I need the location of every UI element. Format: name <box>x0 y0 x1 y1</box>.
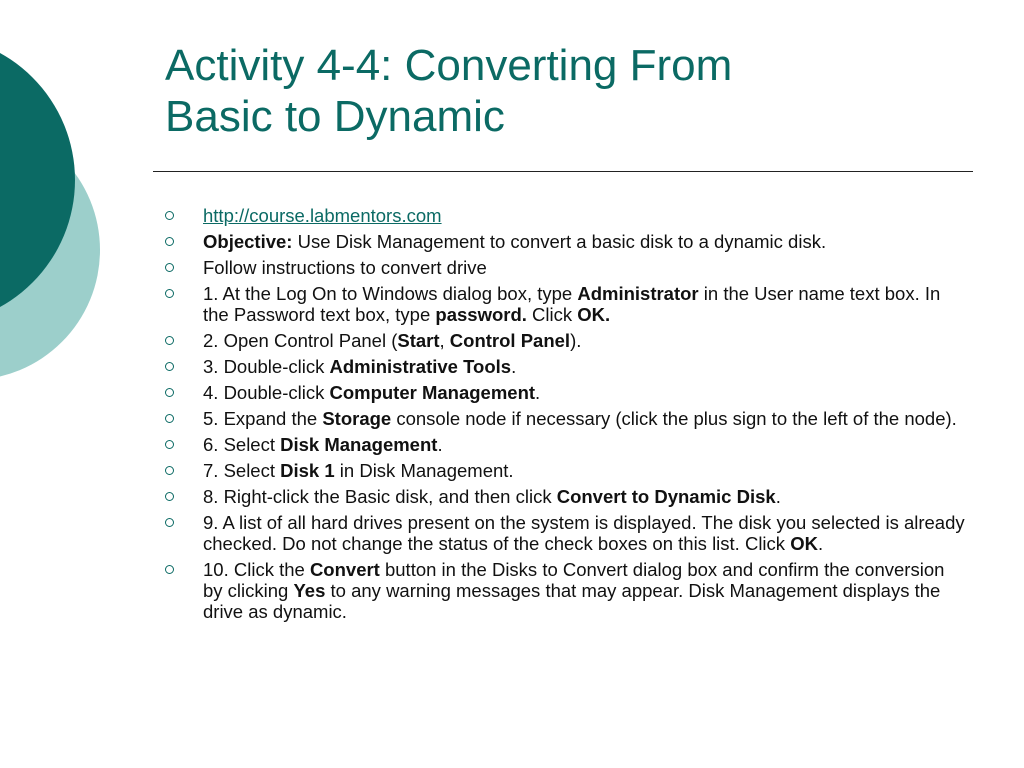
bold-text: Disk Management <box>280 434 438 455</box>
circle-bullet-icon <box>165 388 174 397</box>
bold-text: password. <box>435 304 527 325</box>
slide-title <box>165 40 985 142</box>
bullet-item <box>163 205 968 226</box>
bold-text: OK. <box>577 304 611 325</box>
bullet-item <box>163 460 968 481</box>
bullet-item <box>163 231 968 252</box>
bold-text: Control Panel <box>449 330 571 351</box>
bold-text: Storage <box>322 408 392 429</box>
bullet-text: 9. A list of all hard drives present on the system is displayed. The disk you selected is already checked. Do not change the status of the check boxes on this list. Click <box>203 512 965 554</box>
bullet-text: 4. Double-click <box>203 382 330 403</box>
bullet-text: to any warning messages that may appear. Disk Management displays the drive as dynamic. <box>203 580 941 622</box>
bullet-item <box>163 559 968 622</box>
bullet-text: . <box>817 533 824 554</box>
bold-text: Objective: <box>203 231 293 252</box>
bullet-text: Click <box>526 304 578 325</box>
bullet-text: . <box>775 486 781 507</box>
bullet-item <box>163 434 968 455</box>
circle-bullet-icon <box>165 466 174 475</box>
bullet-text: 2. Open Control Panel ( <box>203 330 398 351</box>
bold-text: Convert <box>309 559 380 580</box>
bullet-text: 6. Select <box>203 434 281 455</box>
bullet-item <box>163 356 968 377</box>
bullet-item <box>163 330 968 351</box>
circle-bullet-icon <box>165 211 174 220</box>
bullet-item <box>163 257 968 278</box>
bullet-text: 10. Click the <box>203 559 310 580</box>
circle-bullet-icon <box>165 565 174 574</box>
decorative-circles <box>0 0 110 420</box>
bullet-text: in Disk Management. <box>334 460 514 481</box>
bullet-text: Use Disk Management to convert a basic disk to a dynamic disk. <box>292 231 827 252</box>
bullet-item <box>163 512 968 554</box>
bullet-text: button in the Disks to Convert dialog box and confirm the conversion by clicking <box>203 559 945 601</box>
bullet-text: 7. Select <box>203 460 281 481</box>
circle-bullet-icon <box>165 414 174 423</box>
circle-bullet-icon <box>165 336 174 345</box>
bold-text: Disk 1 <box>280 460 335 481</box>
bullet-item <box>163 408 968 429</box>
bullet-item <box>163 283 968 325</box>
bold-text: OK <box>790 533 818 554</box>
bullet-text: 1. At the Log On to Windows dialog box, type <box>203 283 578 304</box>
bullet-text: 5. Expand the <box>203 408 323 429</box>
circle-bullet-icon <box>165 440 174 449</box>
bullet-text: , <box>439 330 450 351</box>
bullet-text: console node if necessary (click the plus sign to the left of the node). <box>391 408 957 429</box>
circle-bullet-icon <box>165 237 174 246</box>
bold-text: Administrative Tools <box>329 356 512 377</box>
circle-bullet-icon <box>165 492 174 501</box>
circle-bullet-icon <box>165 263 174 272</box>
bold-text: Computer Management <box>329 382 536 403</box>
bullet-list <box>163 205 968 627</box>
bold-text: Convert to Dynamic Disk <box>556 486 776 507</box>
circle-bullet-icon <box>165 362 174 371</box>
title-line-2: Basic to Dynamic <box>165 92 505 141</box>
bold-text: Yes <box>293 580 326 601</box>
bold-text: Start <box>397 330 440 351</box>
bullet-text: . <box>535 382 541 403</box>
bullet-text: ). <box>570 330 582 351</box>
bullet-text: 8. Right-click the Basic disk, and then click <box>203 486 557 507</box>
bullet-item <box>163 486 968 507</box>
circle-bullet-icon <box>165 518 174 527</box>
title-divider <box>153 171 973 172</box>
bullet-text: 3. Double-click <box>203 356 330 377</box>
bullet-text: . <box>437 434 443 455</box>
bullet-text: Follow instructions to convert drive <box>203 257 487 278</box>
circle-bullet-icon <box>165 289 174 298</box>
bullet-item <box>163 382 968 403</box>
bold-text: Administrator <box>577 283 699 304</box>
bullet-text: . <box>511 356 517 377</box>
title-line-1: Activity 4-4: Converting From <box>165 41 733 90</box>
bullet-text: in the User name text box. In the Password text box, type <box>203 283 941 325</box>
course-link[interactable]: http://course.labmentors.com <box>203 205 442 226</box>
